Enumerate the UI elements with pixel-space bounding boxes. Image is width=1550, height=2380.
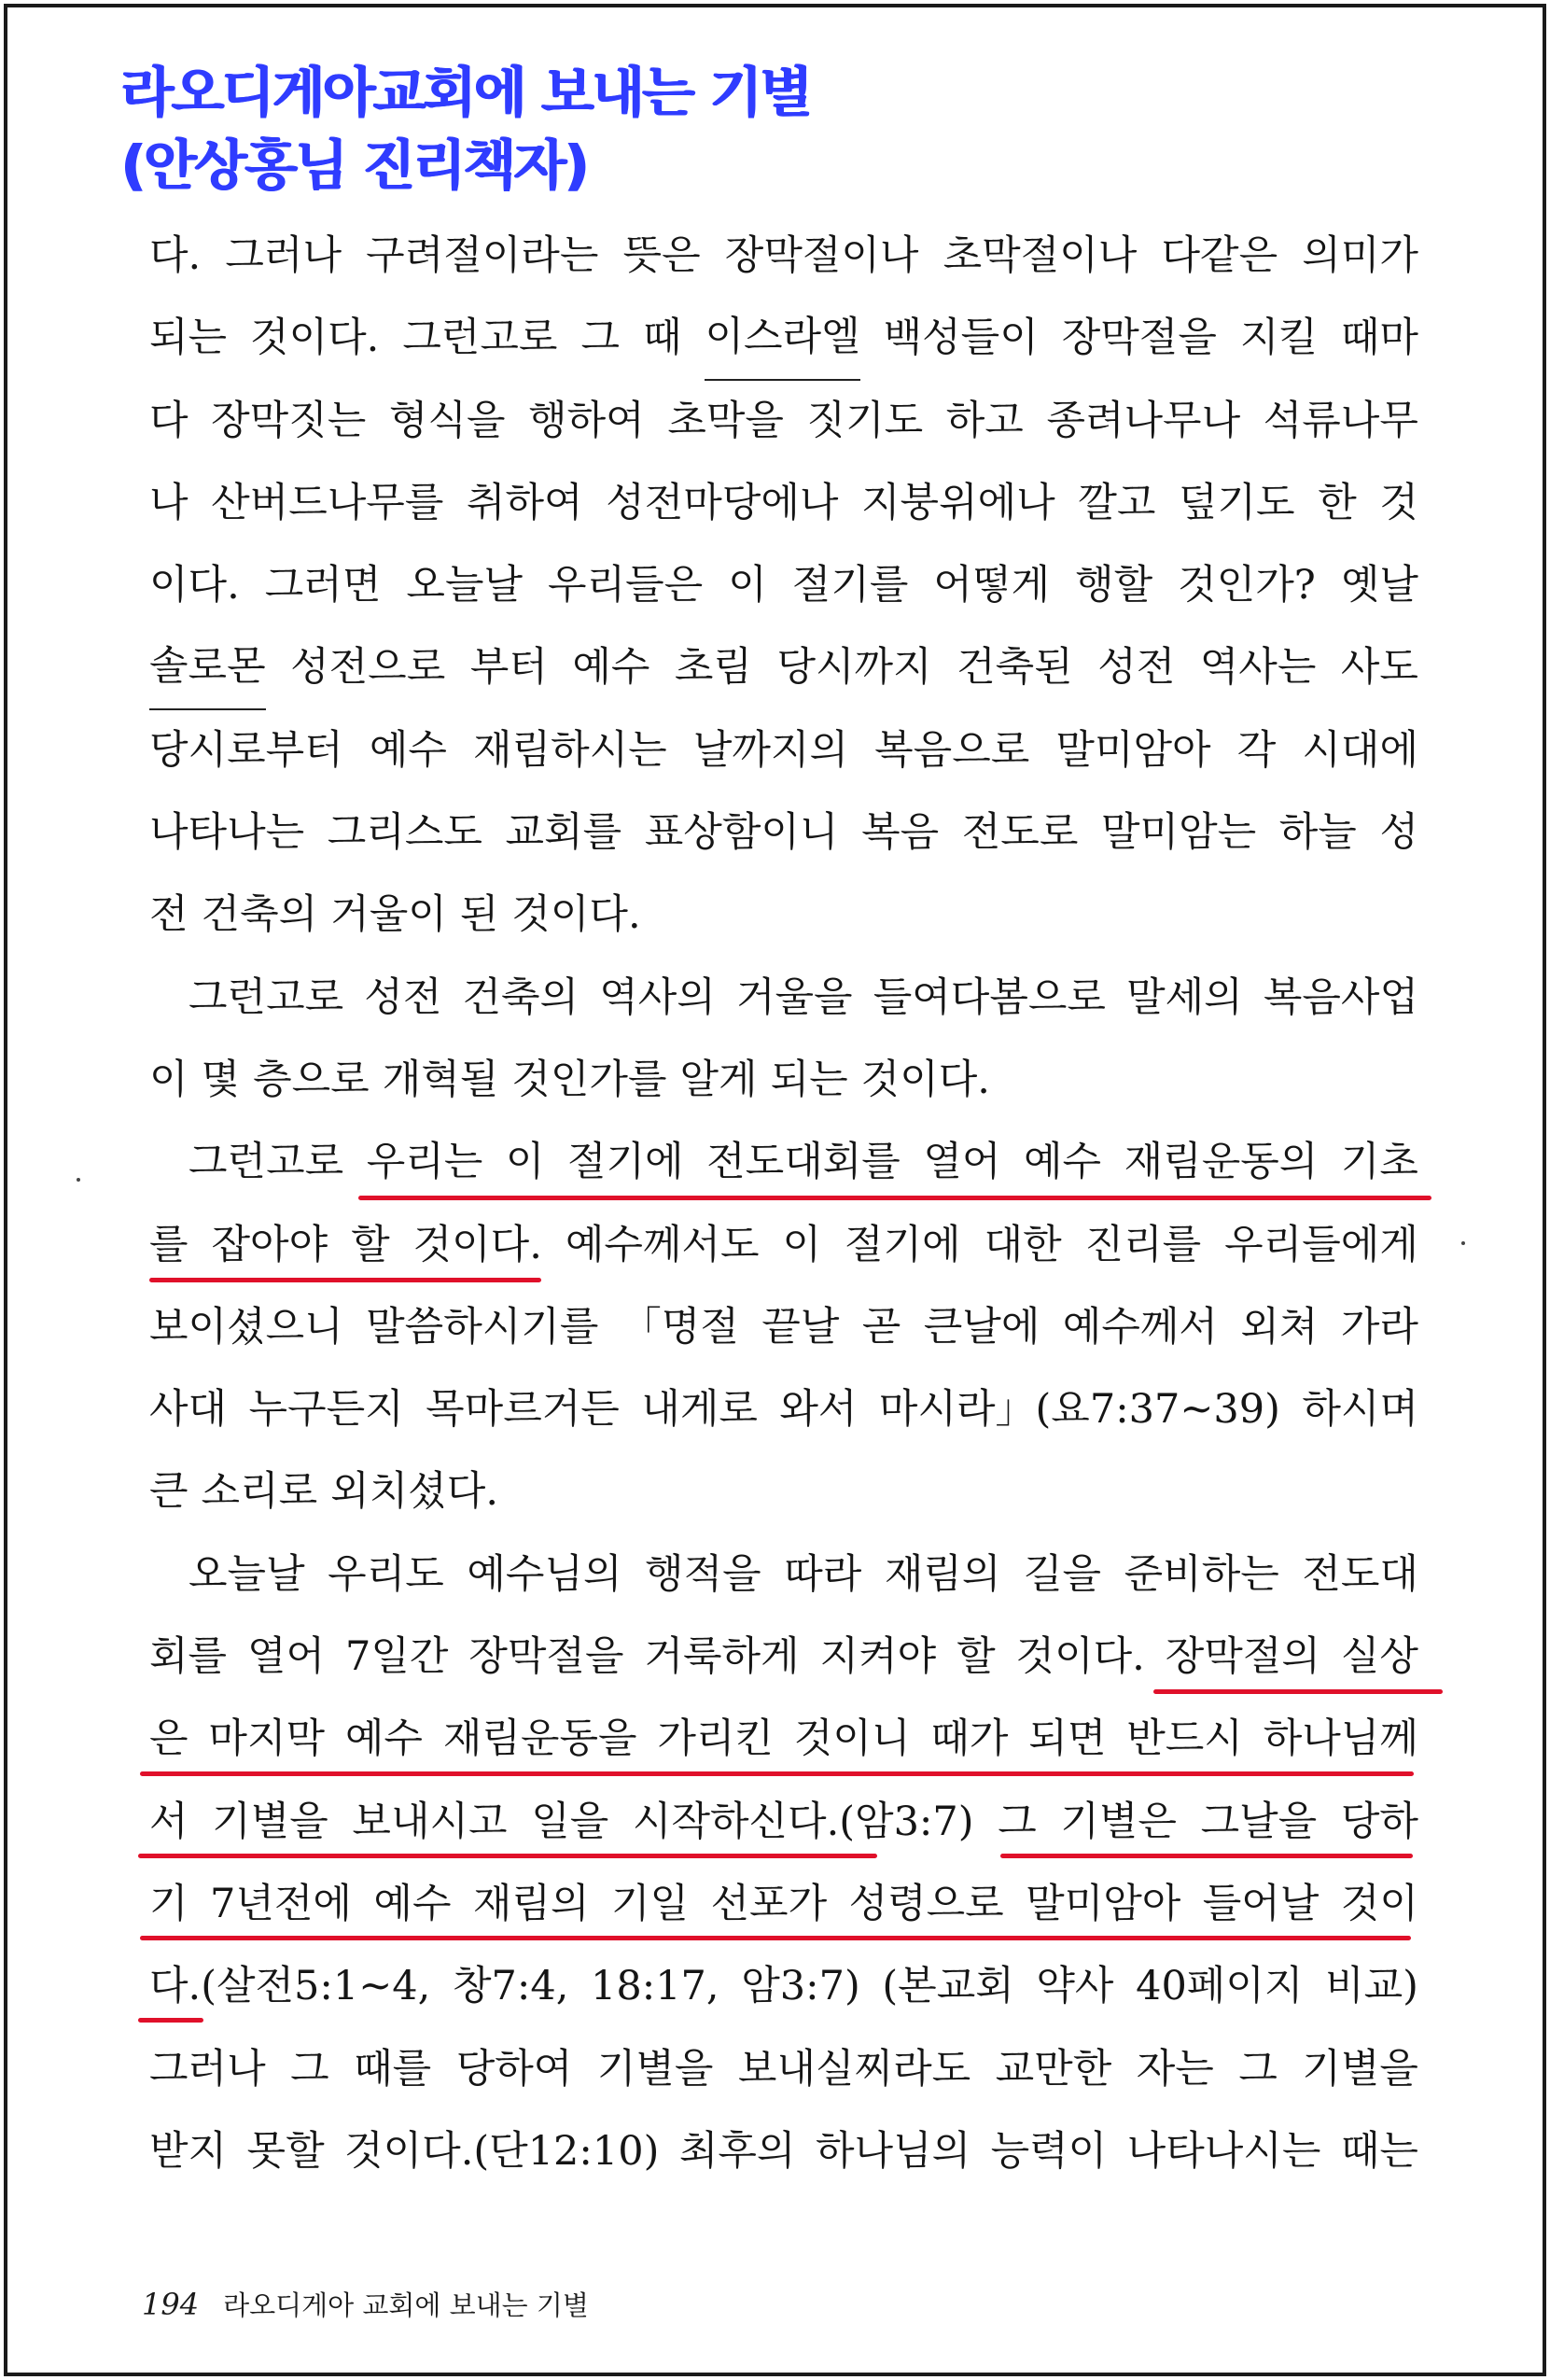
text-line-2: 되는 것이다. 그런고로 그 때 이스라엘 백성들이 장막절을 지킬 때마 xyxy=(149,297,1418,379)
banner-title: 라오디게아교회에 보내는 기별 xyxy=(121,61,811,124)
highlight-underline xyxy=(138,2018,203,2023)
text-line-15: 사대 누구든지 목마르거든 내게로 와서 마시라」(요7:37~39) 하시며 xyxy=(149,1386,1418,1434)
text-line-16: 큰 소리로 외치셨다. xyxy=(149,1468,498,1516)
text-line-3: 다 장막짓는 형식을 행하여 초막을 짓기도 하고 종려나무나 석류나무 xyxy=(149,397,1418,444)
banner-subtitle: (안상홍님 진리책자) xyxy=(121,133,588,197)
page-body xyxy=(149,215,1418,2192)
page-number: 194 xyxy=(142,2287,200,2322)
highlight-underline xyxy=(138,1854,877,1858)
text-line-8: 나타나는 그리스도 교회를 표상함이니 복음 전도로 말미암는 하늘 성 xyxy=(149,809,1418,857)
footer-book-title: 라오디게아 교회에 보내는 기별 xyxy=(223,2289,589,2321)
text-line-18: 회를 열어 7일간 장막절을 거룩하게 지켜야 할 것이다. 장막절의 실상 xyxy=(149,1633,1418,1681)
text-line-6: 솔로몬 성전으로 부터 예수 초림 당시까지 건축된 성전 역사는 사도 xyxy=(149,626,1418,708)
text-line-1: 다. 그러나 구려절이라는 뜻은 장막절이나 초막절이나 다같은 의미가 xyxy=(149,232,1418,279)
highlight-underline xyxy=(1153,1689,1443,1694)
highlight-underline xyxy=(358,1196,1431,1200)
highlight-underline xyxy=(140,1771,1414,1776)
text-line-13: 를 잡아야 할 것이다. 예수께서도 이 절기에 대한 진리를 우리들에게 xyxy=(149,1221,1418,1268)
text-line-22: 다.(살전5:1~4, 창7:4, 18:17, 암3:7) (본교회 약사 40페이지 비교) xyxy=(149,1963,1418,2010)
text-line-19: 은 마지막 예수 재림운동을 가리킨 것이니 때가 되면 반드시 하나님께 xyxy=(149,1715,1418,1763)
page-footer xyxy=(142,2285,589,2323)
text-line-7: 당시로부터 예수 재림하시는 날까지의 복음으로 말미암아 각 시대에 xyxy=(149,726,1418,774)
scan-speck xyxy=(77,1178,80,1182)
text-line-23: 그러나 그 때를 당하여 기별을 보내실찌라도 교만한 자는 그 기별을 xyxy=(149,2045,1418,2093)
text-line-21: 기 7년전에 예수 재림의 기일 선포가 성령으로 말미암아 들어날 것이 xyxy=(149,1880,1418,1927)
text-line-24: 받지 못할 것이다.(단12:10) 최후의 하나님의 능력이 나타나시는 때는 xyxy=(149,2127,1418,2175)
text-line-9: 전 건축의 거울이 된 것이다. xyxy=(149,891,641,939)
highlight-underline xyxy=(140,1936,1411,1940)
text-line-12: 그런고로 우리는 이 절기에 전도대회를 열어 예수 재림운동의 기초 xyxy=(189,1139,1418,1186)
text-line-11: 이 몇 층으로 개혁될 것인가를 알게 되는 것이다. xyxy=(149,1056,990,1103)
scan-speck xyxy=(1461,1241,1465,1245)
text-line-20: 서 기별을 보내시고 일을 시작하신다.(암3:7) 그 기별은 그날을 당하 xyxy=(149,1798,1418,1845)
text-line-14: 보이셨으니 말씀하시기를 「명절 끝날 곧 큰날에 예수께서 외쳐 가라 xyxy=(149,1303,1418,1351)
highlight-underline xyxy=(149,1278,541,1282)
text-line-10: 그런고로 성전 건축의 역사의 거울을 들여다봄으로 말세의 복음사업 xyxy=(189,973,1418,1021)
text-line-17: 오늘날 우리도 예수님의 행적을 따라 재림의 길을 준비하는 전도대 xyxy=(189,1550,1418,1598)
highlight-underline xyxy=(1000,1854,1413,1858)
text-line-4: 나 산버드나무를 취하여 성전마당에나 지붕위에나 깔고 덮기도 한 것 xyxy=(149,479,1418,526)
text-line-5: 이다. 그러면 오늘날 우리들은 이 절기를 어떻게 행할 것인가? 옛날 xyxy=(149,562,1418,609)
